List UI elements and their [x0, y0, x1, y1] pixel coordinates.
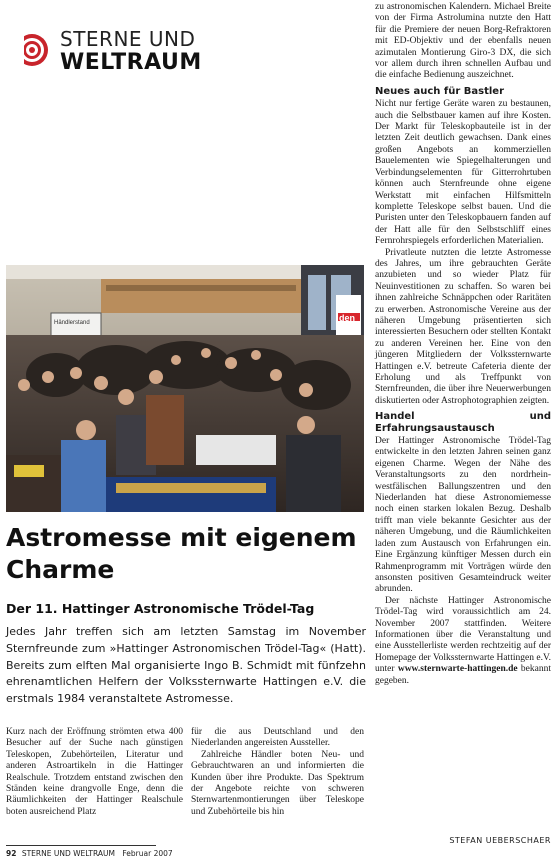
magazine-logo	[16, 20, 56, 80]
section-heading-handel: Handel und Erfahrungsaustausch	[375, 411, 551, 434]
column-3-paragraph-5-end: bekannt gegeben.	[375, 664, 551, 686]
column-3-paragraph-4: Der Hattinger Astronomische Trödel-Tag entwickelte in den letzten Jahren seinen ganz eigenen Charme. Wegen der Nähe des Veranstaltungsorts zu den nordrhein-westfälischen Ballungszentren und den Niederlanden hat diese Astronomiemesse noch einen starken lokalen Bezug. Deshalb trifft man viele bekannte Gesichter aus der näheren Umgebung, und die Räumlichkeiten laden zum Austausch von Erfahrungen ein. Eine Ergänzung künftiger Messen durch ein Rahmenprogramm mit Vorträgen würde den ansonsten positiven Gesamteindruck weiter abrunden.	[375, 436, 551, 595]
footer-magazine: STERNE UND WELTRAUM	[21, 849, 115, 858]
page-number: 92	[6, 849, 17, 858]
section-heading-bastler: Neues auch für Bastler	[375, 85, 505, 97]
column-2	[191, 727, 364, 818]
column-2-paragraph-2: Zahlreiche Händler boten Neu- und Gebrauchtwaren an und informierten die Kunden über ihre Produkte. Das Spektrum der Angebote reichte von schweren Sternwartenmontierungen über Teleskope und Zubehörteile bis hin	[191, 749, 364, 817]
column-3-paragraph-5-text: Der nächste Hattinger Astronomische Trödel-Tag wird voraussichtlich am 24. November 2007 stattfinden. Weitere Informationen über die Veranstaltung und eine Ausstellerliste werden rechtzeitig auf der Homepage der Volkssternwarte Hattingen e.V. unter	[375, 595, 551, 675]
column-3-paragraph-5	[375, 596, 551, 687]
photo-red-banner: den	[339, 313, 356, 323]
article-lead: Jedes Jahr treffen sich am letzten Samstag im November Sternfreunde zum »Hattinger Astronomischen Trödel-Tag« (Hatt). Bereits zum elften Mal organisierte Ingo B. Schmidt mit fünfzehn ehrenamtlichen Helfern der Volkssternwarte Hattingen e.V. die erstmals 1984 veranstaltete Astromesse.	[6, 625, 366, 706]
page-footer	[6, 849, 173, 858]
logo-line2: WELTRAUM	[60, 50, 202, 75]
column-3-paragraph-3: Privatleute nutzten die letzte Astromesse des Jahres, um ihre gebrauchten Geräte anzubieten und so wieder Platz für Neuinvestitionen zu schaffen. So waren bei ihnen zahlreiche Schnäppchen oder Raritäten zu erwerben. Astronomische Vereine aus der näheren Umgebung präsentierten sich interessierten Besuchern oder stellten Kontakt zu anderen Vereinen her. Eine von den jüngeren Mitgliedern der Volkssternwarte Hattingen e.V. betreute Cafeteria diente der Erholung und als Treffpunkt von Sternfreunden, die über ihre Neuerwerbungen diskutierten oder Astrophotographien zeigten.	[375, 247, 551, 406]
column-2-paragraph-1: für die aus Deutschland und den Niederlanden angereisten Aussteller.	[191, 727, 364, 749]
website-link[interactable]: www.sternwarte-hattingen.de	[397, 664, 518, 675]
column-1	[6, 727, 183, 818]
article-subhead: Der 11. Hattinger Astronomische Trödel-Tag	[6, 601, 315, 616]
logo-line1: STERNE UND	[60, 27, 196, 51]
article-headline: Astromesse mit eigenem Charme	[6, 523, 357, 584]
article-author: STEFAN UEBERSCHAER	[449, 836, 551, 845]
column-3-paragraph-1: zu astronomischen Kalendern. Michael Breite von der Firma Astrolumina nutzte den Hatt für die Premiere der neuen Borg-Refraktoren mit ED-Objektiv und der ebenfalls neuen azimutalen Montierung Giro-3 DX, die sich vor allem durch ihren schnellen Aufbau und die einfache Bedienung auszeichnet.	[375, 2, 551, 81]
logo-target-icon	[16, 20, 56, 80]
event-photo-drawing	[6, 265, 364, 512]
event-photo	[6, 265, 364, 512]
footer-rule	[6, 845, 156, 846]
photo-banner-sign: Händlerstand	[54, 320, 90, 326]
column-3-paragraph-2: Nicht nur fertige Geräte waren zu bestaunen, auch die Selbstbauer kamen auf ihre Kosten. Der Markt für Teleskopbauteile ist in der letzten Zeit deutlich gewachsen. Dank eines großen Angebots an kommerziellen Bauelementen wie Spiegelhalterungen und Verbindungselementen für Gitterrohrtuben können auch Sternfreunde ohne eigene Werkstatt mit einfachen Hilfsmitteln komplette Teleskope selbst bauen. Und die Puristen unter den Teleskopbauern fanden auf der Hatt alle für den Selbstschliff eines Fernrohrspiegels erforderlichen Materialien.	[375, 99, 551, 247]
column-1-text: Kurz nach der Eröffnung strömten etwa 400 Besucher auf der Suche nach günstigen Teleskopen, Zubehörteilen, Literatur und anderen Astroartikeln in die Hattinger Realschule. Trotzdem entstand zwischen den Ständen keine drangvolle Enge, denn die Räumlichkeiten der Hattinger Realschule boten ausreichend Platz	[6, 727, 183, 817]
footer-issue: Februar 2007	[122, 849, 173, 858]
column-3	[375, 2, 551, 687]
